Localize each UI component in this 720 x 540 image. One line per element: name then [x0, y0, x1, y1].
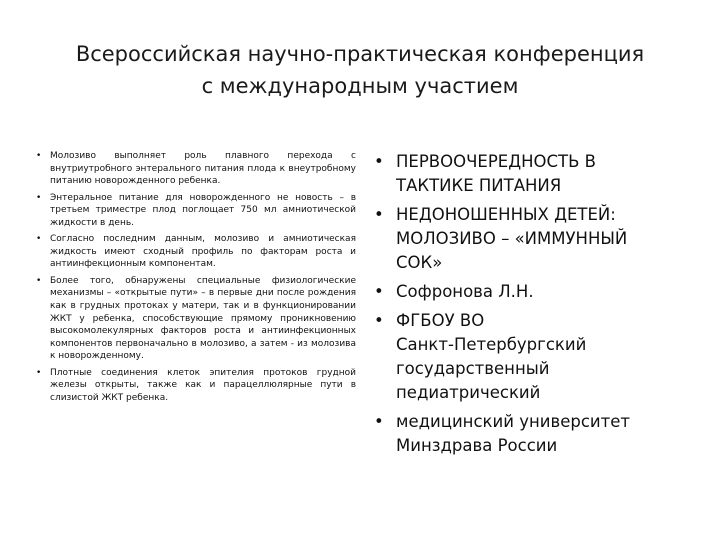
- left-bullet-text: Более того, обнаружены специальные физиологические механизмы – «открытые пути» – в первые дни после рождения как в грудных протоках у матери, так и в функционировании ЖКТ у ребенка, способствующие прямому проникновению высокомолекулярных факторов роста и антиинфекционных компонентов первоначально в молозиво, а затем - из молозива к новорожденному.: [50, 275, 356, 362]
- bullet-icon: •: [374, 311, 384, 330]
- right-bullet-item: [374, 410, 674, 458]
- left-bullet-text: Согласно последним данным, молозиво и амниотическая жидкость имеют сходный профиль по факторам роста и антиинфекционным компонентам.: [50, 234, 356, 270]
- left-bullet-text: Энтеральное питание для новорожденного не новость – в третьем триместре плод поглощает 750 мл амниотической жидкости в день.: [50, 192, 356, 228]
- right-bullet-line: НЕДОНОШЕННЫХ ДЕТЕЙ:: [396, 205, 616, 224]
- bullet-icon: •: [374, 412, 384, 431]
- left-bullet-item: [36, 275, 356, 363]
- right-bullet-line: ФГБОУ ВО: [396, 311, 485, 330]
- right-bullet-item: [374, 150, 674, 198]
- right-bullet-line: МОЛОЗИВО – «ИММУННЫЙ: [396, 229, 628, 248]
- left-bullet-text: Молозиво выполняет роль плавного перехода с внутриутробного энтерального питания плода к внеутробному питанию новорожденного ребенка.: [50, 151, 356, 187]
- bullet-icon: •: [374, 282, 384, 301]
- left-bullet-list: [36, 150, 356, 404]
- bullet-icon: •: [36, 192, 42, 203]
- bullet-icon: •: [36, 275, 42, 286]
- left-bullet-item: [36, 150, 356, 188]
- bullet-icon: •: [374, 152, 384, 171]
- bullet-icon: •: [36, 234, 42, 245]
- left-bullet-item: [36, 367, 356, 405]
- right-bullet-line: государственный: [396, 359, 550, 378]
- right-bullet-line: Минздрава России: [396, 436, 558, 455]
- left-bullet-item: [36, 233, 356, 271]
- right-bullet-line: ТАКТИКЕ ПИТАНИЯ: [396, 176, 562, 195]
- right-bullet-line: ПЕРВООЧЕРЕДНОСТЬ В: [396, 152, 596, 171]
- right-bullet-line: Софронова Л.Н.: [396, 282, 534, 301]
- left-bullet-item: [36, 192, 356, 230]
- bullet-icon: •: [36, 367, 42, 378]
- left-bullet-text: Плотные соединения клеток эпителия протоков грудной железы открыты, также как и парацеллюлярные пути в слизистой ЖКТ ребенка.: [50, 367, 356, 403]
- right-bullet-list: [374, 150, 674, 458]
- title-line-2: с международным участием: [201, 74, 519, 98]
- right-bullet-item: [374, 280, 674, 304]
- slide-title: [40, 38, 680, 102]
- bullet-icon: •: [36, 151, 42, 161]
- right-bullet-item: [374, 203, 674, 275]
- bullet-icon: •: [374, 205, 384, 224]
- right-bullet-line: Санкт-Петербургский: [396, 335, 587, 354]
- right-text-column: [374, 150, 674, 463]
- right-bullet-line: СОК»: [396, 253, 443, 272]
- right-bullet-item: [374, 309, 674, 405]
- right-bullet-line: педиатрический: [396, 383, 541, 402]
- right-bullet-line: медицинский университет: [396, 412, 630, 431]
- title-line-1: Всероссийская научно-практическая конференция: [75, 42, 645, 66]
- left-text-column: [36, 150, 356, 408]
